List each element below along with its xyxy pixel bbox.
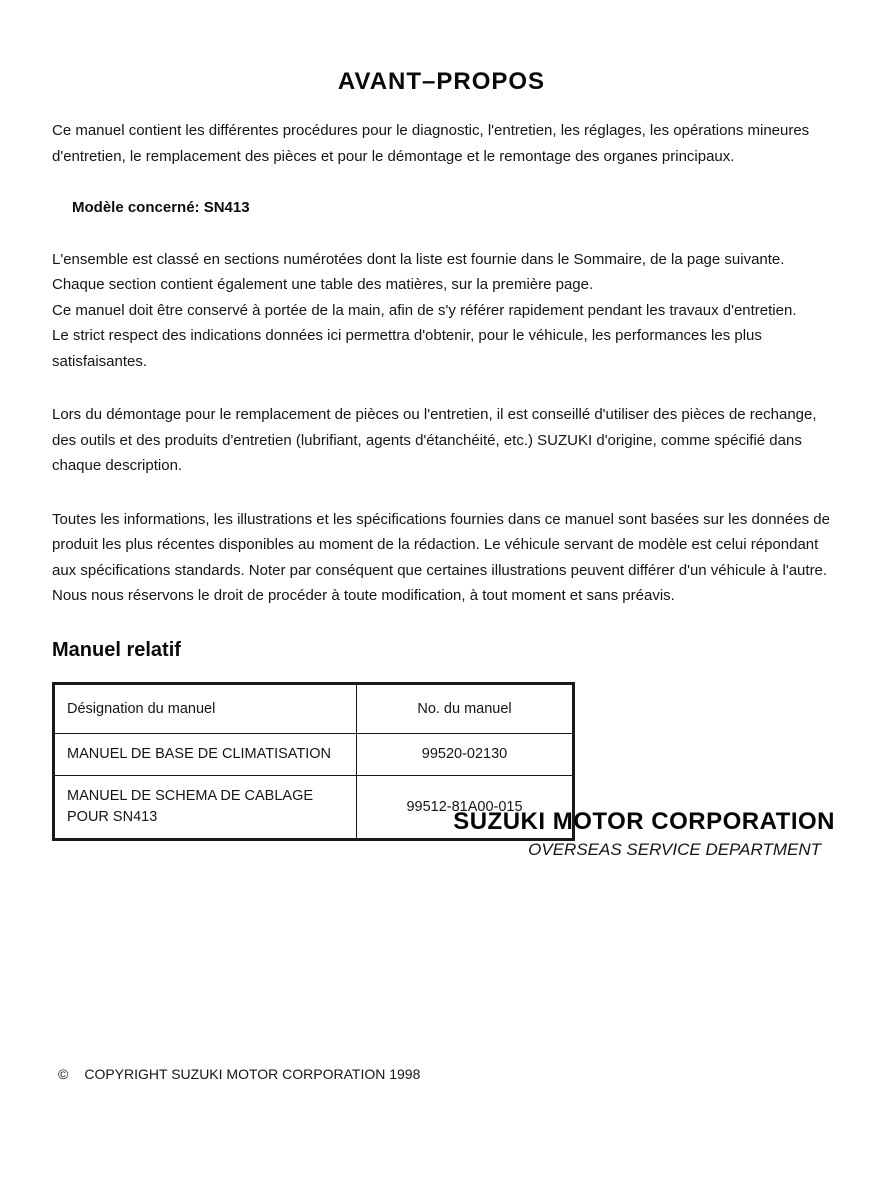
structure-paragraph-3: Le strict respect des indications données ici permettra d'obtenir, pour le véhicule, les performances les plus satisfaisantes. (52, 327, 762, 370)
column-header-number: No. du manuel (357, 683, 574, 733)
copyright-symbol: © (58, 1066, 69, 1082)
disclaimer-paragraph: Toutes les informations, les illustrations et les spécifications fournies dans ce manuel sont basées sur les données de produit les plus récentes disponibles au moment de la rédaction. Le véhicule servant de modèle est celui répondant aux spécifications standards. Noter par conséquent que certaines illustrations peuvent différer d'un véhicule à l'autre. Nous nous réservons le droit de procéder à toute modification, à tout moment et sans préavis. (52, 510, 830, 604)
model-concerned-line: Modèle concerné: SN413 (72, 199, 250, 216)
copyright-text: COPYRIGHT SUZUKI MOTOR CORPORATION 1998 (84, 1066, 421, 1082)
page-title: AVANT–PROPOS (337, 68, 546, 95)
structure-paragraph-1: L'ensemble est classé en sections numérotées dont la liste est fournie dans le Sommaire, de la page suivante. Chaque section contient également une table des matières, sur la première page. (52, 250, 785, 293)
manual-number-cell: 99520-02130 (357, 733, 574, 775)
publisher-block (453, 808, 835, 860)
manual-designation-cell: MANUEL DE BASE DE CLIMATISATION (54, 733, 357, 775)
table-row (54, 733, 574, 775)
manual-number-cell: 99512-81A00-015 (357, 775, 574, 839)
department-name: OVERSEAS SERVICE DEPARTMENT (528, 840, 821, 859)
intro-paragraph: Ce manuel contient les différentes procédures pour le diagnostic, l'entretien, les réglages, les opérations mineures d'entretien, le remplacement des pièces et pour le démontage et le remontage des organes principaux. (52, 122, 810, 165)
related-manual-heading: Manuel relatif (52, 638, 181, 661)
company-name: SUZUKI MOTOR CORPORATION (453, 808, 835, 835)
genuine-parts-paragraph: Lors du démontage pour le remplacement de pièces ou l'entretien, il est conseillé d'utiliser des pièces de rechange, des outils et des produits d'entretien (lubrifiant, agents d'étanchéité, etc.) SUZUKI d'origine, comme spécifié dans chaque description. (52, 406, 817, 474)
manual-designation-cell: MANUEL DE SCHEMA DE CABLAGE POUR SN413 (54, 775, 357, 839)
body-content (0, 118, 883, 609)
structure-paragraph-2: Ce manuel doit être conservé à portée de la main, afin de s'y référer rapidement pendant les travaux d'entretien. (52, 301, 797, 319)
structure-paragraph-block (52, 247, 839, 375)
column-header-designation: Désignation du manuel (54, 683, 357, 733)
copyright-line (58, 1066, 420, 1082)
table-header-row (54, 683, 574, 733)
